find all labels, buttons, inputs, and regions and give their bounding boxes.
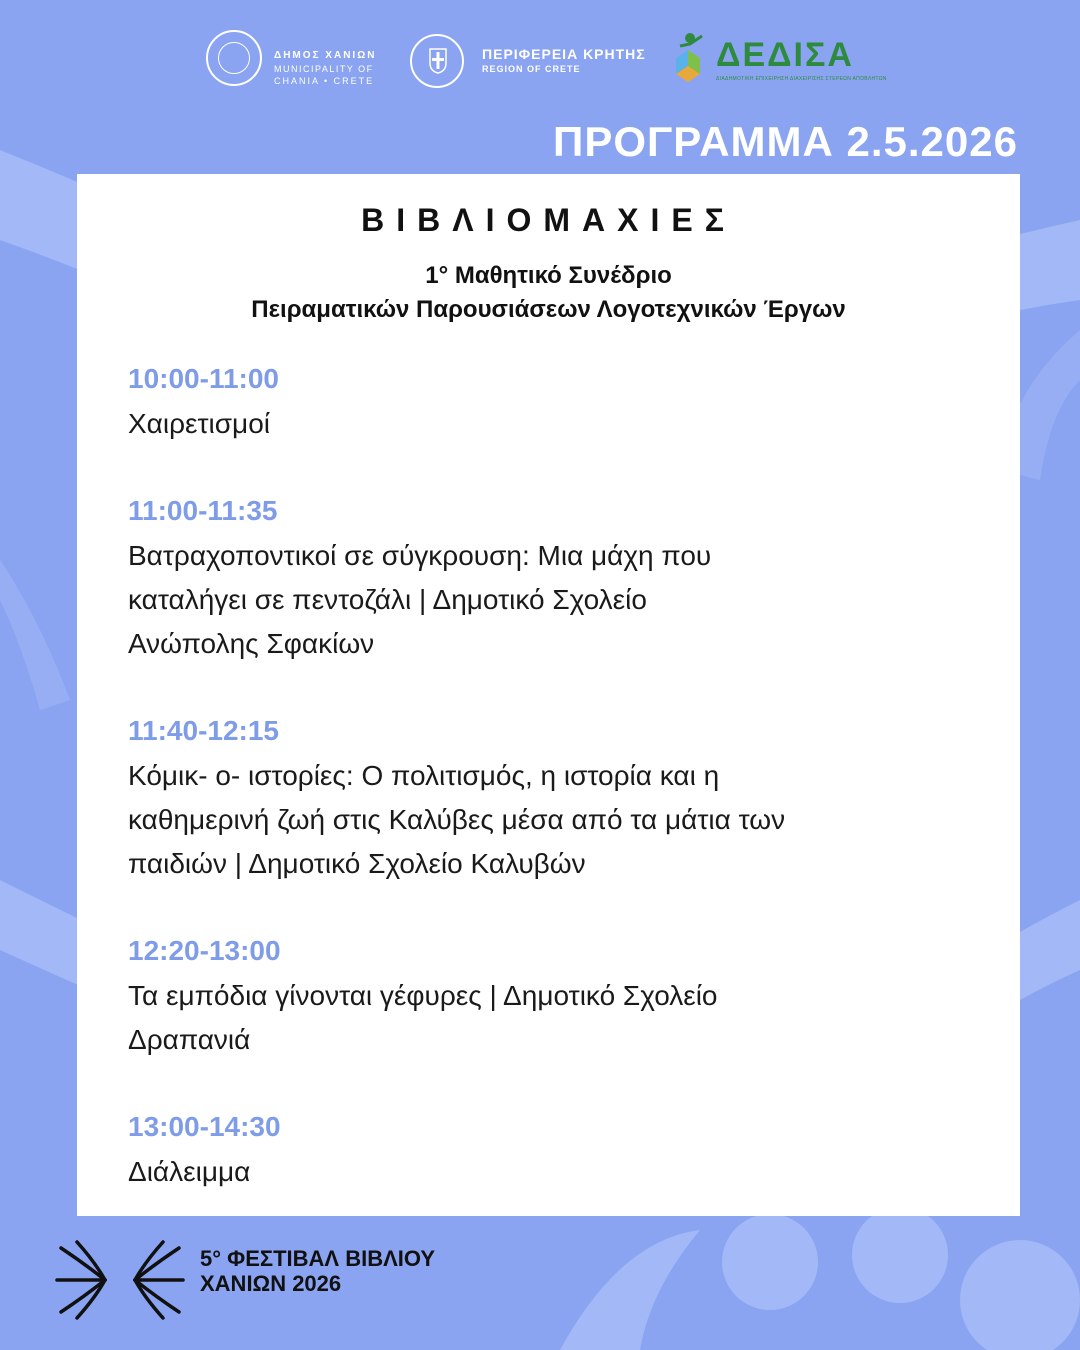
chania-logo-line1: ΔΗΜΟΣ ΧΑΝΙΩΝ <box>274 50 377 61</box>
event-subtitle-line2: Πειραματικών Παρουσιάσεων Λογοτεχνικών Έργων <box>251 296 846 323</box>
entry-time: 11:40-12:15 <box>128 715 280 746</box>
entry-description-line: Κόμικ- ο- ιστορίες: Ο πολιτισμός, η ιστορία και η <box>128 760 720 791</box>
dedisa-logo <box>666 28 887 92</box>
entry-description-line: καθημερινή ζωή στις Καλύβες μέσα από τα μάτια των <box>128 804 786 835</box>
chania-logo-line2: MUNICIPALITY OF <box>274 64 374 74</box>
entry-description-line: Χαιρετισμοί <box>128 408 270 439</box>
municipality-of-chania-logo <box>200 28 400 92</box>
festival-name-line2: ΧΑΝΙΩΝ 2026 <box>200 1271 342 1296</box>
schedule-entry <box>128 1110 968 1194</box>
entry-description-line: καταλήγει σε πεντοζάλι | Δημοτικό Σχολείο <box>128 584 647 615</box>
entry-description-line: Δραπανιά <box>128 1024 251 1055</box>
festival-burst-icon <box>55 1240 185 1320</box>
dedisa-tagline: ΔΙΑΔΗΜΟΤΙΚΗ ΕΠΙΧΕΙΡΗΣΗ ΔΙΑΧΕΙΡΙΣΗΣ ΣΤΕΡΕΩΝ ΑΠΟΒΛΗΤΩΝ <box>716 76 887 82</box>
entry-description-line: Διάλειμμα <box>128 1156 251 1187</box>
entry-description-line: Τα εμπόδια γίνονται γέφυρες | Δημοτικό Σχολείο <box>128 980 718 1011</box>
festival-name-line1: 5° ΦΕΣΤΙΒΑΛ ΒΙΒΛΙΟΥ <box>200 1246 436 1271</box>
event-title: ΒΙΒΛΙΟΜΑΧΙΕΣ <box>361 202 736 238</box>
schedule-entry <box>128 362 968 446</box>
greek-coat-of-arms-icon <box>410 34 464 88</box>
dedisa-hexagon-icon <box>666 30 716 88</box>
event-subtitle-line1: 1° Μαθητικό Συνέδριο <box>425 262 672 289</box>
program-date-title: ΠΡΟΓΡΑΜΜΑ 2.5.2026 <box>553 118 1018 165</box>
chania-logo-line3: CHANIA • CRETE <box>274 76 375 86</box>
crete-logo-line1: ΠΕΡΙΦΕΡΕΙΑ ΚΡΗΤΗΣ <box>482 46 646 62</box>
dedisa-name: ΔΕΔΙΣΑ <box>716 36 854 74</box>
schedule-entry <box>128 714 968 886</box>
entry-description <box>128 754 968 886</box>
entry-description-line: Ανώπολης Σφακίων <box>128 628 375 659</box>
municipality-seal-icon <box>206 30 262 86</box>
entry-time: 12:20-13:00 <box>128 935 281 966</box>
program-card <box>77 174 1020 1216</box>
entry-description-line: παιδιών | Δημοτικό Σχολείο Καλυβών <box>128 848 586 879</box>
schedule-entry <box>128 494 968 666</box>
entry-description <box>128 974 968 1062</box>
entry-time: 10:00-11:00 <box>128 363 280 394</box>
partner-logos <box>200 28 887 92</box>
entry-description <box>128 402 968 446</box>
entry-time: 13:00-14:30 <box>128 1111 281 1142</box>
region-of-crete-logo <box>410 28 650 92</box>
entry-description-line: Βατραχοποντικοί σε σύγκρουση: Μια μάχη που <box>128 540 712 571</box>
crete-logo-line2: REGION OF CRETE <box>482 64 581 74</box>
festival-name <box>200 1246 435 1296</box>
entry-description <box>128 1150 968 1194</box>
entry-time: 11:00-11:35 <box>128 495 278 526</box>
entry-description <box>128 534 968 666</box>
schedule-entry <box>128 934 968 1062</box>
